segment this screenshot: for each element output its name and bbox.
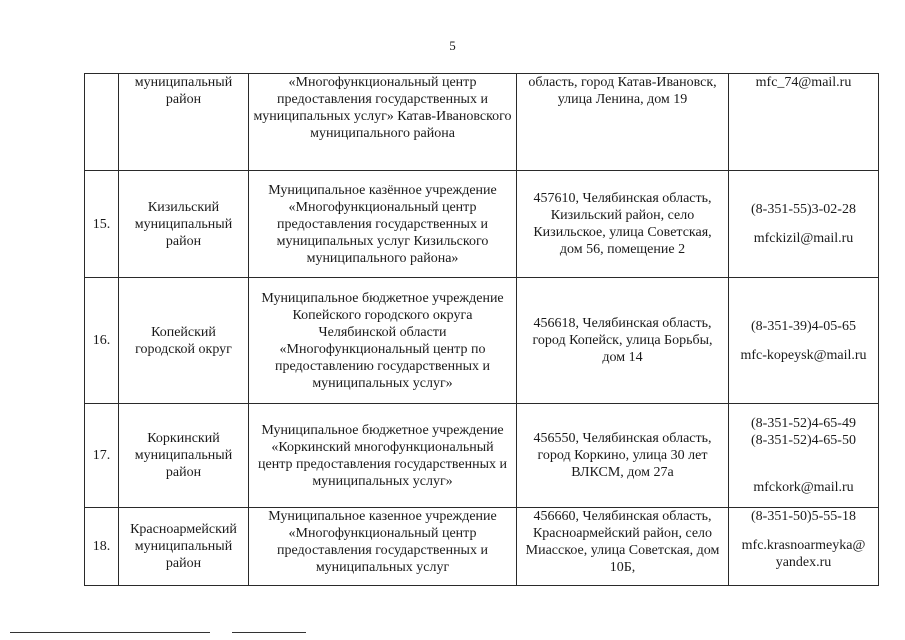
address-cell: 457610, Челябинская область, Кизильский район, село Кизильское, улица Советская, дом 56, помещение 2 — [517, 171, 729, 278]
row-number-cell: 17. — [85, 404, 119, 508]
address-cell: область, город Катав-Ивановск, улица Ленина, дом 19 — [517, 74, 729, 171]
row-number-cell: 15. — [85, 171, 119, 278]
footer-rule-right — [232, 632, 306, 633]
institution-cell: Муниципальное бюджетное учреждение «Коркинский многофункциональный центр предоставления государственных и муниципальных услуг» — [249, 404, 517, 508]
institution-cell: Муниципальное казенное учреждение «Многофункциональный центр предоставления государственных и муниципальных услуг — [249, 508, 517, 586]
contacts-cell — [729, 508, 879, 586]
email-link[interactable]: mfckork@mail.ru — [753, 480, 854, 495]
page-number: 5 — [449, 38, 456, 53]
phone-number: (8-351-39)4-05-65 — [751, 318, 856, 334]
phone-number: (8-351-50)5-55-18 — [751, 509, 856, 524]
address-cell: 456660, Челябинская область, Красноармейский район, село Миасское, улица Советская, дом 10Б, — [517, 508, 729, 586]
contacts-cell — [729, 171, 879, 278]
district-cell: муниципальный район — [119, 74, 249, 171]
footer-rule-left — [10, 632, 210, 633]
table-row — [85, 508, 879, 586]
row-number-cell: 18. — [85, 508, 119, 586]
contacts-cell — [729, 74, 879, 171]
table-row — [85, 278, 879, 404]
district-cell: Кизильский муниципальный район — [119, 171, 249, 278]
row-number-cell — [85, 74, 119, 171]
phone-number: (8-351-55)3-02-28 — [751, 202, 856, 217]
table-row — [85, 171, 879, 278]
address-cell: 456550, Челябинская область, город Коркино, улица 30 лет ВЛКСМ, дом 27а — [517, 404, 729, 508]
contacts-cell — [729, 404, 879, 508]
email-link[interactable]: mfc-kopeysk@mail.ru — [740, 347, 867, 363]
institution-cell: Муниципальное казённое учреждение «Многофункциональный центр предоставления государственных и муниципальных услуг Кизильского муниципального района» — [249, 171, 517, 278]
district-cell: Коркинский муниципальный район — [119, 404, 249, 508]
row-number-cell: 16. — [85, 278, 119, 404]
email-link[interactable]: mfc_74@mail.ru — [755, 75, 852, 90]
district-cell: Красноармейский муниципальный район — [119, 508, 249, 586]
phone-number: (8-351-52)4-65-50 — [751, 433, 856, 448]
email-link[interactable]: mfckizil@mail.ru — [753, 231, 854, 246]
district-cell: Копейский городской округ — [119, 278, 249, 404]
phone-number: (8-351-52)4-65-49 — [751, 416, 856, 431]
table-row — [85, 74, 879, 171]
contacts-cell — [729, 278, 879, 404]
institution-cell: Муниципальное бюджетное учреждение Копейского городского округа Челябинской области «Многофункциональный центр по предоставлению государственных и муниципальных услуг» — [249, 278, 517, 404]
institution-cell: «Многофункциональный центр предоставления государственных и муниципальных услуг» Катав-Ивановского муниципального района — [249, 74, 517, 171]
table-row — [85, 404, 879, 508]
mfc-registry-table — [84, 73, 879, 586]
email-link[interactable]: mfc.krasnoarmeyka@ yandex.ru — [741, 538, 866, 570]
address-cell: 456618, Челябинская область, город Копейск, улица Борьбы, дом 14 — [517, 278, 729, 404]
